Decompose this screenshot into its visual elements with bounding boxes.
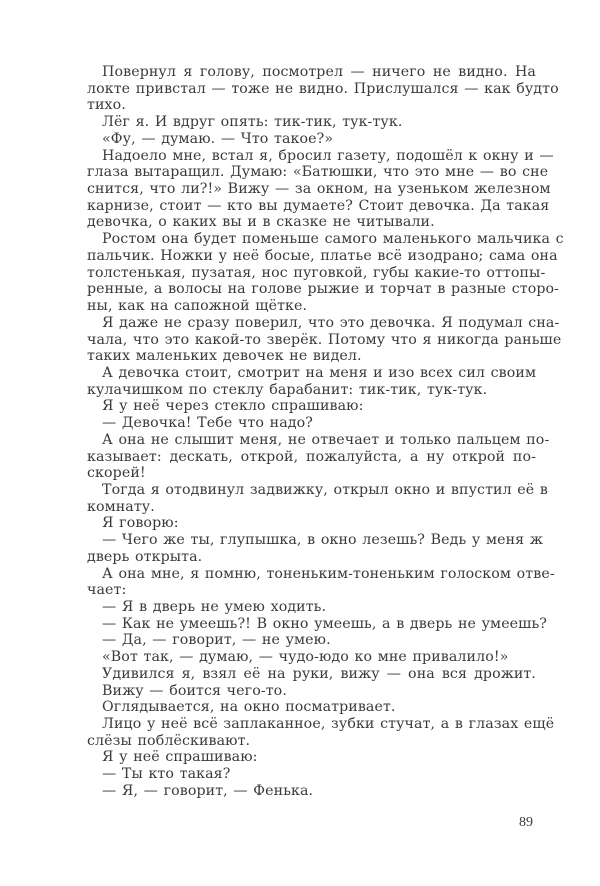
text-line: Я даже не сразу поверил, что это девочка. Я подумал сна- bbox=[102, 314, 560, 331]
text-line: дверь открыта. bbox=[87, 548, 203, 565]
text-line: — Как не умеешь?! В окно умеешь, а в дверь не умеешь? bbox=[102, 615, 548, 632]
text-line: чает: bbox=[87, 582, 127, 599]
text-line: Надоело мне, встал я, бросил газету, подошёл к окну и — bbox=[102, 147, 554, 164]
text-line: А она не слышит меня, не отвечает и только пальцем по- bbox=[102, 431, 550, 448]
text-line: — Ты кто такая? bbox=[102, 766, 231, 783]
text-line: снится, что ли?!» Вижу — за окном, на узеньком железном bbox=[87, 181, 551, 198]
text-line: таких маленьких девочек не видел. bbox=[87, 348, 362, 365]
text-line: Вижу — боится чего-то. bbox=[102, 682, 287, 699]
text-line: — Девочка! Тебе что надо? bbox=[102, 415, 313, 432]
page-number: 89 bbox=[519, 815, 533, 830]
text-line: ны, как на сапожной щётке. bbox=[87, 298, 308, 315]
text-line: казывает: дескать, открой, пожалуйста, а ну открой по- bbox=[87, 448, 536, 465]
text-line: — Я, — говорит, — Фенька. bbox=[102, 782, 314, 799]
text-line: Повернул я голову, посмотрел — ничего не видно. На bbox=[102, 64, 536, 80]
text-line: «Фу, — думаю. — Что такое?» bbox=[102, 130, 334, 147]
text-line: Удивился я, взял её на руки, вижу — она вся дрожит. bbox=[102, 665, 536, 682]
text-line: толстенькая, пузатая, нос пуговкой, губы какие-то оттопы- bbox=[87, 264, 546, 281]
text-line: Тогда я отодвинул задвижку, открыл окно и впустил её в bbox=[102, 481, 548, 498]
text-line: Ростом она будет поменьше самого маленького мальчика с bbox=[102, 231, 564, 248]
text-line: слёзы поблёскивают. bbox=[87, 732, 251, 749]
text-line: пальчик. Ножки у неё босые, платье всё изодрано; сама она bbox=[87, 247, 558, 264]
text-line: «Вот так, — думаю, — чудо-юдо ко мне привалило!» bbox=[102, 649, 509, 666]
text-line: Лёг я. И вдруг опять: тик-тик, тук-тук. bbox=[102, 114, 403, 131]
text-line: Я у неё спрашиваю: bbox=[102, 749, 258, 766]
text-line: — Чего же ты, глупышка, в окно лезешь? Ведь у меня ж bbox=[102, 532, 543, 549]
text-line: комнату. bbox=[87, 498, 155, 515]
text-line: скорей! bbox=[87, 465, 146, 482]
text-line: Я у неё через стекло спрашиваю: bbox=[102, 398, 364, 415]
text-line: девочка, о каких вы и в сказке не читывали. bbox=[87, 214, 435, 231]
text-line: глаза вытаращил. Думаю: «Батюшки, что это мне — во сне bbox=[87, 164, 549, 181]
text-line: — Да, — говорит, — не умею. bbox=[102, 632, 331, 649]
text-line: тихо. bbox=[87, 97, 126, 114]
text-line: Я говорю: bbox=[102, 515, 179, 532]
text-line: чала, что это какой-то зверёк. Потому что я никогда раньше bbox=[87, 331, 562, 348]
text-line: кулачишком по стеклу барабанит: тик-тик, тук-тук. bbox=[87, 381, 488, 398]
text-line: — Я в дверь не умею ходить. bbox=[102, 599, 327, 615]
text-line: Лицо у неё всё заплаканное, зубки стучат, а в глазах ещё bbox=[102, 716, 555, 733]
text-line: карнизе, стоит — кто вы думаете? Стоит девочка. Да такая bbox=[87, 197, 550, 214]
text-line: Оглядывается, на окно посматривает. bbox=[102, 699, 396, 716]
book-page-text bbox=[87, 64, 564, 800]
text-line: ренные, а волосы на голове рыжие и торчат в разные сторо- bbox=[87, 281, 560, 298]
text-line: локте привстал — тоже не видно. Прислушался — как будто bbox=[87, 80, 559, 97]
text-line: А она мне, я помню, тоненьким-тоненьким голоском отве- bbox=[102, 565, 555, 582]
text-line: А девочка стоит, смотрит на меня и изо всех сил своим bbox=[102, 364, 537, 381]
